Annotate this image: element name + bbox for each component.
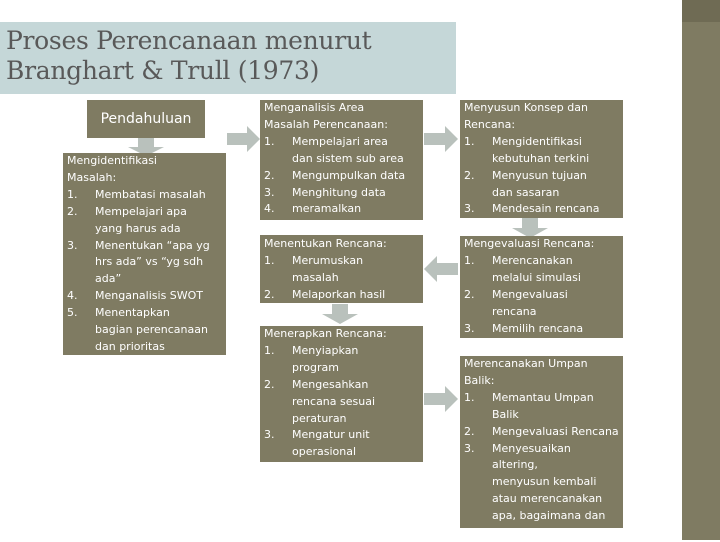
step-text: Menyusun tujuan [492, 168, 587, 182]
step-text: Melaporkan hasil [292, 287, 386, 301]
step-list [464, 134, 619, 219]
step-text: Mempelajari area [292, 134, 388, 148]
step-number: 3. [264, 185, 275, 199]
box-identify-problem [63, 153, 226, 355]
step-text: Menghitung data [292, 185, 386, 199]
step-number: 2. [464, 424, 475, 438]
step-text: Menyesuaikan altering, [492, 441, 571, 472]
step-text: Balik [492, 407, 519, 421]
step-number: 2. [264, 377, 275, 391]
step-text: kebutuhan terkini [492, 151, 590, 165]
step-number: 1. [264, 134, 275, 148]
step-number: 3. [67, 238, 78, 252]
step-text: Merencanakan [492, 253, 573, 267]
step-text: hrs ada” vs “yg sdh [95, 255, 204, 269]
step-number: 3. [464, 441, 475, 455]
step-text: Menentukan “apa yg [95, 238, 210, 252]
step-number: 2. [264, 287, 275, 301]
step-text: Menganalisis SWOT [95, 289, 204, 303]
arrow-compose-to-evaluate [512, 218, 548, 238]
step-text: menyusun kembali [492, 475, 597, 489]
step-list [264, 134, 419, 219]
step-number: 1. [464, 390, 475, 404]
step-text: atau merencanakan [492, 492, 603, 506]
box-pendahuluan-label: Pendahuluan [100, 111, 192, 127]
arrow-evaluate-to-determine [424, 256, 458, 282]
box-evaluate-plan [460, 236, 623, 338]
step-text: Membatasi masalah [95, 187, 206, 201]
step-item [67, 305, 222, 356]
step-list [464, 390, 619, 542]
step-text: melalui simulasi [492, 270, 581, 284]
step-text: apa, bagaimana dan [492, 509, 606, 523]
step-item [264, 287, 419, 304]
step-text: Mengumpulkan data [292, 168, 406, 182]
step-text: rencana [492, 304, 537, 318]
step-number: 2. [67, 204, 78, 218]
step-item [67, 187, 222, 204]
step-list [67, 187, 222, 356]
box-heading: Rencana: [464, 117, 516, 131]
step-text: ada” [95, 272, 122, 286]
box-implement-plan [260, 326, 423, 462]
step-list [264, 253, 419, 304]
step-item [67, 238, 222, 289]
box-analyze-area [260, 100, 423, 220]
step-text: masalah [292, 270, 339, 284]
page-title [6, 26, 456, 86]
step-text: Mendesain rencana [492, 202, 600, 216]
step-item [264, 134, 419, 168]
step-text: dan sistem sub area [292, 151, 404, 165]
step-number: 4. [264, 202, 275, 216]
step-number: 2. [464, 168, 475, 182]
arrow-determine-to-implement [322, 304, 358, 324]
step-text: Mempelajari apa [95, 204, 187, 218]
box-plan-feedback [460, 356, 623, 540]
box-determine-plan [260, 235, 423, 303]
step-item [264, 253, 419, 287]
step-text: Memilih rencana [492, 321, 584, 335]
step-text: Mengesahkan [292, 377, 369, 391]
step-item [464, 441, 619, 542]
step-list [264, 343, 419, 461]
step-item [464, 168, 619, 202]
box-heading: Masalah: [67, 170, 117, 184]
step-number: 1. [464, 134, 475, 148]
arrow-implement-to-feedback [424, 386, 458, 412]
step-item [264, 343, 419, 377]
arrow-identify-to-analyze [227, 126, 260, 152]
step-item [264, 427, 419, 461]
step-item [67, 204, 222, 238]
decorative-side-strip-top [682, 0, 720, 22]
step-item [464, 134, 619, 168]
step-item [264, 377, 419, 428]
step-item [464, 390, 619, 424]
step-item [464, 321, 619, 338]
box-heading: Menentukan Rencana: [264, 237, 387, 250]
step-text: Merumuskan [292, 253, 364, 267]
step-item [264, 201, 419, 218]
step-text: Menyiapkan [292, 343, 359, 357]
step-text: dan prioritas [95, 339, 165, 353]
step-text: program [292, 360, 339, 374]
step-text: yang harus ada [95, 221, 181, 235]
step-text: Mengevaluasi Rencana [492, 424, 619, 438]
step-text: Mengevaluasi [492, 287, 568, 301]
step-number: 5. [67, 306, 78, 320]
step-text: Mengidentifikasi [492, 134, 582, 148]
decorative-side-strip [682, 0, 720, 540]
step-text: dan sasaran [492, 185, 560, 199]
step-item [67, 288, 222, 305]
box-heading: Masalah Perencanaan: [264, 117, 388, 131]
step-text: Mengatur unit [292, 428, 370, 442]
step-number: 3. [264, 428, 275, 442]
step-item [464, 253, 619, 287]
step-text: rencana sesuai [292, 394, 376, 408]
step-item [264, 185, 419, 202]
step-number: 2. [264, 168, 275, 182]
box-pendahuluan [87, 100, 205, 138]
step-text: peraturan [292, 411, 347, 425]
title-line-1: Proses Perencanaan menurut [6, 26, 372, 55]
step-item [464, 424, 619, 441]
step-text: operasional [292, 445, 357, 459]
step-number: 3. [464, 321, 475, 335]
step-item [464, 287, 619, 321]
box-heading: Mengevaluasi Rencana: [464, 237, 595, 250]
arrow-analyze-to-compose [424, 126, 458, 152]
step-number: 1. [264, 343, 275, 357]
step-number: 4. [67, 289, 78, 303]
step-list [464, 253, 619, 338]
box-heading: Menyusun Konsep dan [464, 101, 588, 114]
title-line-2: Branghart & Trull (1973) [6, 56, 320, 85]
box-compose-concept [460, 100, 623, 218]
step-text: meramalkan [292, 202, 362, 216]
box-heading: Merencanakan Umpan [464, 357, 588, 370]
step-text: bagian perencanaan [95, 323, 208, 337]
box-heading: Mengidentifikasi [67, 154, 157, 167]
step-text: Memantau Umpan [492, 390, 594, 404]
step-item [464, 201, 619, 218]
box-heading: Menganalisis Area [264, 101, 365, 114]
step-number: 1. [464, 253, 475, 267]
step-text: Menentapkan [95, 306, 170, 320]
step-number: 3. [464, 202, 475, 216]
step-item [264, 168, 419, 185]
step-number: 1. [67, 187, 78, 201]
box-heading: Menerapkan Rencana: [264, 327, 387, 340]
step-number: 1. [264, 253, 275, 267]
box-heading: Balik: [464, 373, 495, 387]
step-text: oleh siapa? [492, 526, 555, 540]
step-number: 2. [464, 287, 475, 301]
